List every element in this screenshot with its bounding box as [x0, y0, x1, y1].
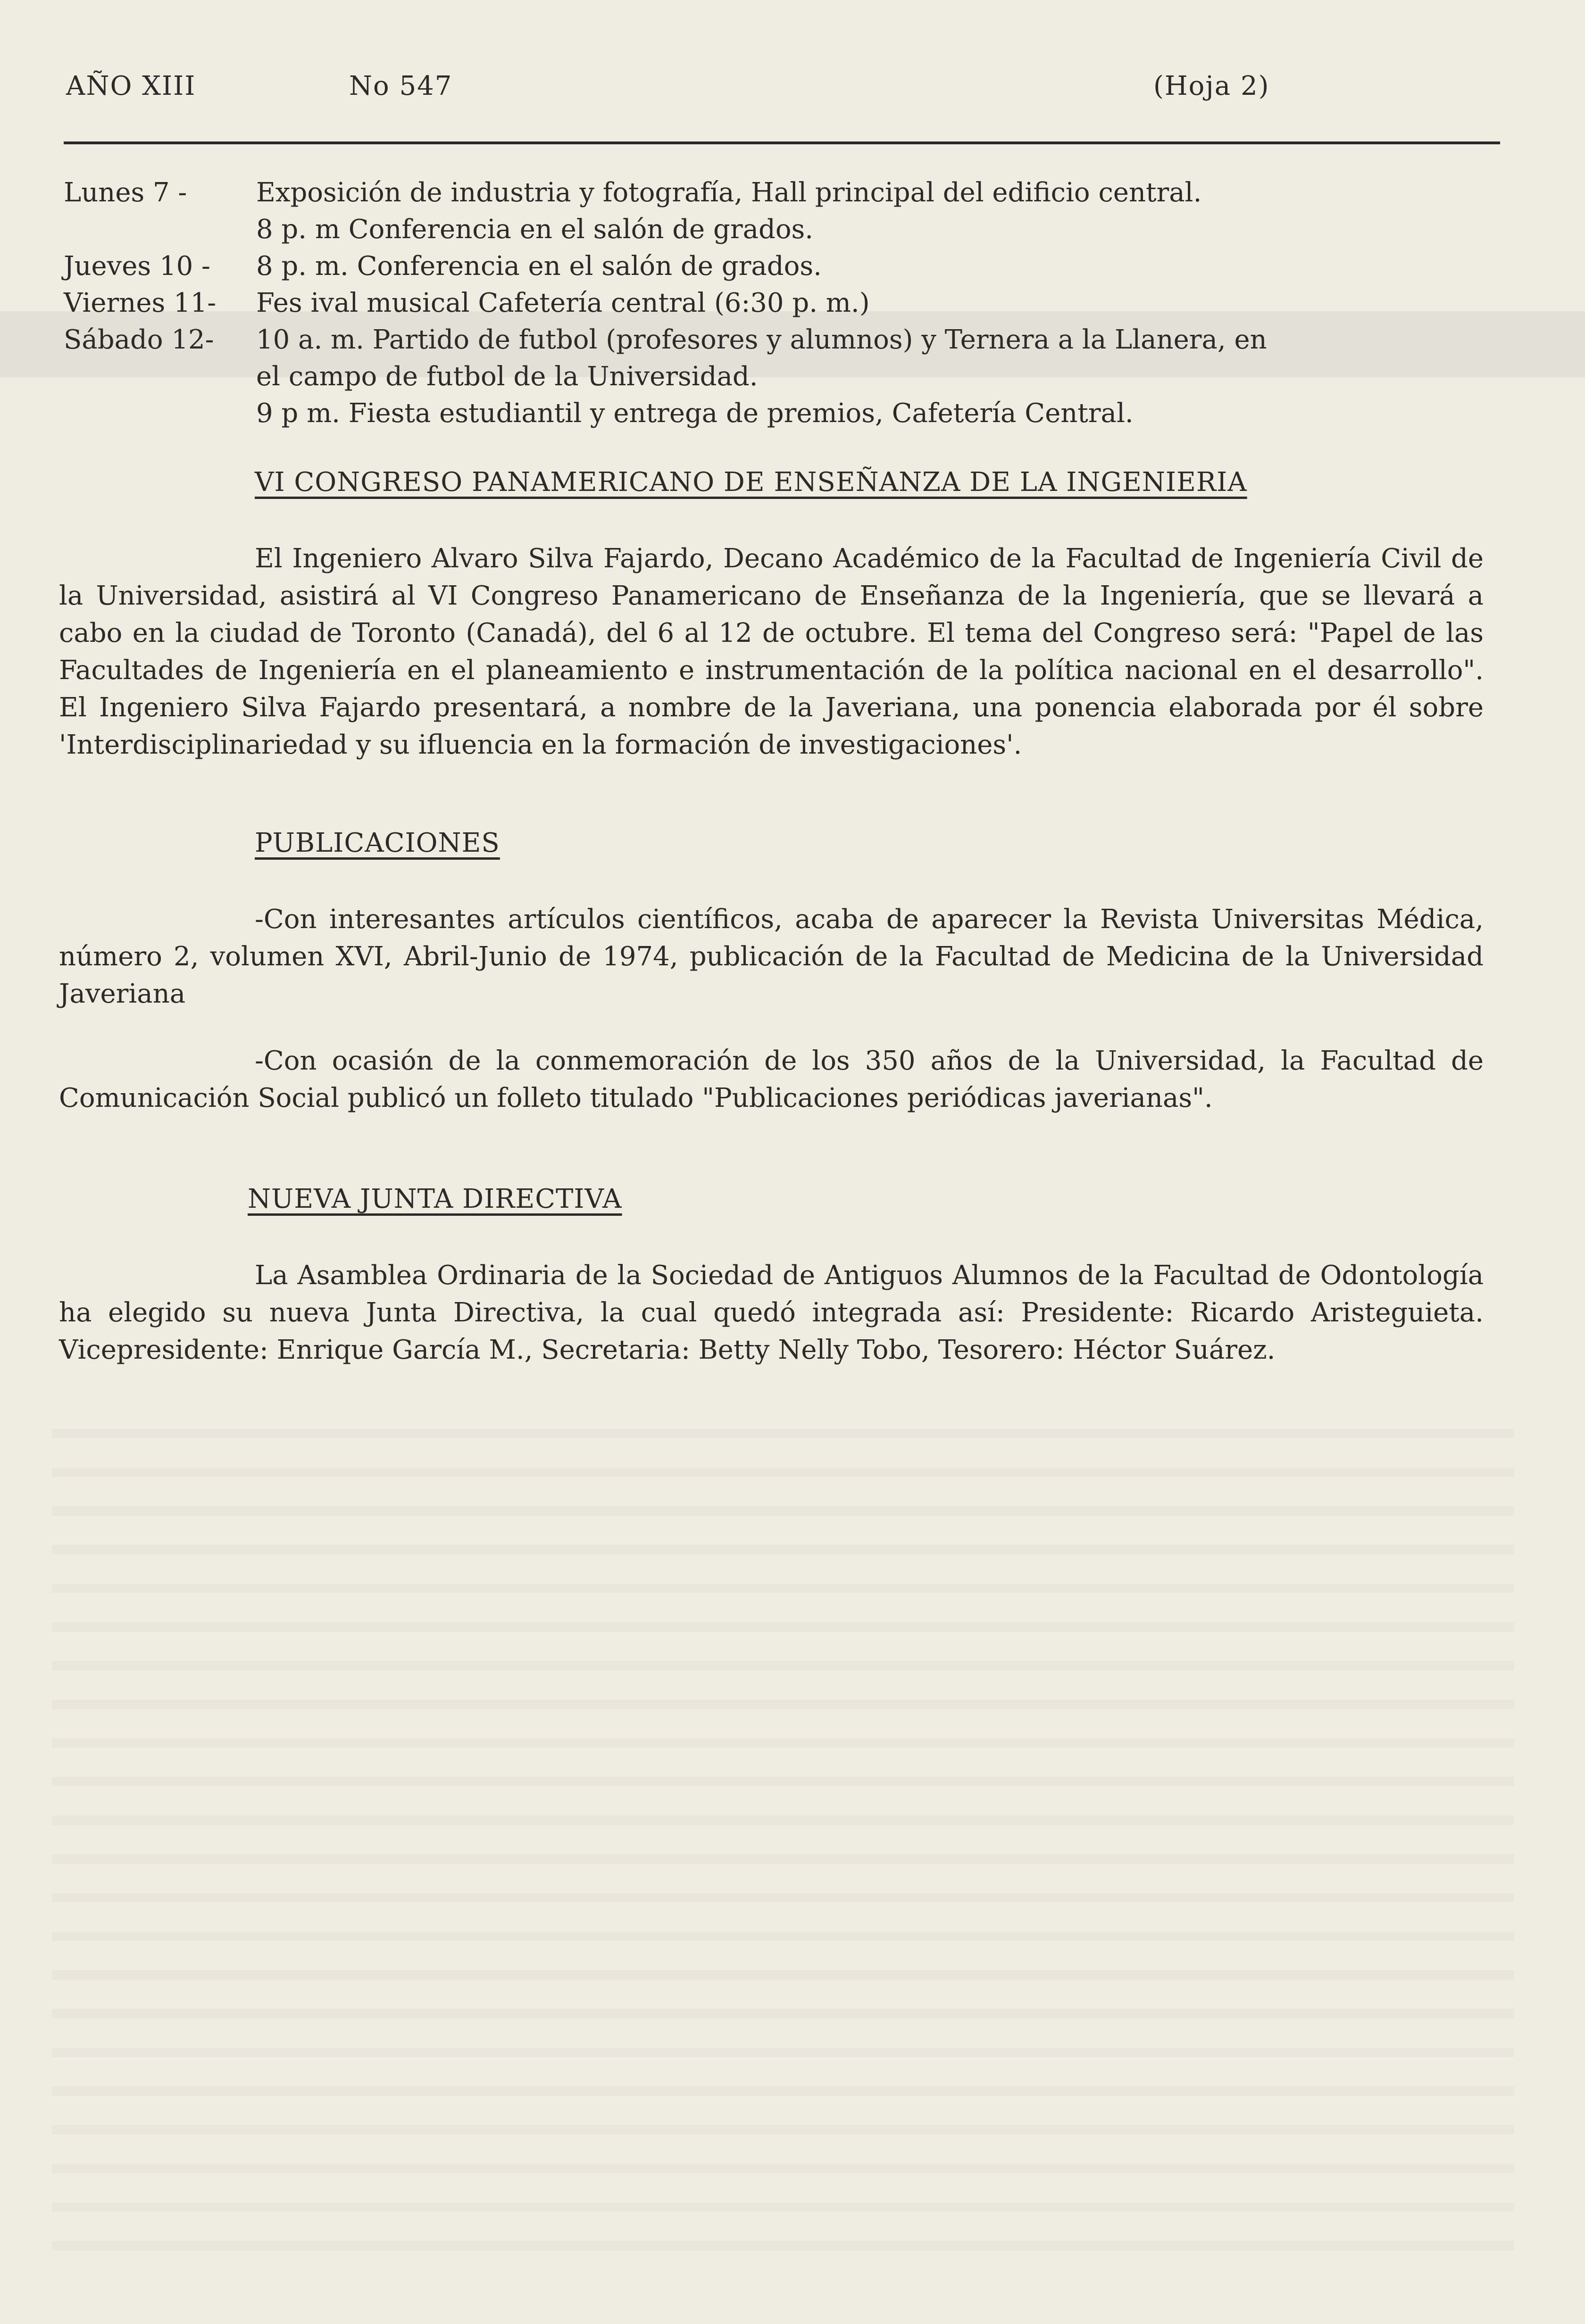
schedule-day: Viernes 11-	[64, 288, 217, 318]
publicaciones-item-1	[59, 901, 1484, 1013]
schedule-row	[64, 285, 1507, 322]
event-schedule	[64, 174, 1507, 432]
header-year: AÑO XIII	[66, 71, 196, 101]
schedule-row	[64, 174, 1507, 248]
junta-heading: NUEVA JUNTA DIRECTIVA	[248, 1184, 622, 1214]
schedule-line: el campo de futbol de la Universidad.	[256, 361, 758, 392]
schedule-line: 8 p. m. Conferencia en el salón de grados.	[256, 251, 822, 282]
schedule-day: Jueves 10 -	[64, 251, 210, 282]
header-sheet: (Hoja 2)	[1153, 71, 1270, 101]
schedule-row	[64, 248, 1507, 285]
header-number: No 547	[349, 71, 453, 101]
schedule-day: Sábado 12-	[64, 324, 214, 355]
congreso-heading: VI CONGRESO PANAMERICANO DE ENSEÑANZA DE LA INGENIERIA	[255, 467, 1247, 498]
schedule-row	[64, 322, 1507, 432]
schedule-day: Lunes 7 -	[64, 177, 187, 208]
schedule-line: 9 p m. Fiesta estudiantil y entrega de premios, Cafetería Central.	[256, 398, 1134, 429]
junta-paragraph	[59, 1257, 1484, 1369]
publicaciones-heading: PUBLICACIONES	[255, 828, 500, 858]
header-rule	[64, 141, 1500, 144]
bleed-through-text	[52, 1415, 1514, 2264]
publicaciones-text-2: -Con ocasión de la conmemoración de los 350 años de la Universidad, la Facultad de Comunicación Social publicó un folleto titulado "Publicaciones periódicas javerianas".	[59, 1046, 1484, 1113]
publicaciones-text-1: -Con interesantes artículos científicos, acaba de aparecer la Revista Universitas Médica, número 2, volumen XVI, Abril-Junio de 1974, publicación de la Facultad de Medicina de la Universidad Javeriana	[59, 904, 1484, 1009]
junta-body: La Asamblea Ordinaria de la Sociedad de Antiguos Alumnos de la Facultad de Odontología ha elegido su nueva Junta Directiva, la cual quedó integrada así: Presidente: Ricardo Aristeguieta. Vicepresidente: Enrique García M., Secretaria: Betty Nelly Tobo, Tesorero: Héctor Suárez.	[59, 1260, 1484, 1365]
congreso-body: El Ingeniero Alvaro Silva Fajardo, Decano Académico de la Facultad de Ingeniería Civil de la Universidad, asistirá al VI Congreso Panamericano de Enseñanza de la Ingeniería, que se llevará a cabo en la ciudad de Toronto (Canadá), del 6 al 12 de octubre. El tema del Congreso será: "Papel de las Facultades de Ingeniería en el planeamiento e instrumentación de la política nacional en el desarrollo". El Ingeniero Silva Fajardo presentará, a nombre de la Javeriana, una ponencia elaborada por él sobre 'Interdisciplinariedad y su ifluencia en la formación de investigaciones'.	[59, 543, 1484, 760]
schedule-line: 8 p. m Conferencia en el salón de grados.	[256, 214, 814, 245]
schedule-line: Exposición de industria y fotografía, Hall principal del edificio central.	[256, 177, 1202, 208]
publicaciones-item-2	[59, 1042, 1484, 1117]
schedule-line: Fes ival musical Cafetería central (6:30 p. m.)	[256, 288, 870, 318]
schedule-line: 10 a. m. Partido de futbol (profesores y alumnos) y Ternera a la Llanera, en	[256, 324, 1267, 355]
congreso-paragraph	[59, 540, 1484, 764]
